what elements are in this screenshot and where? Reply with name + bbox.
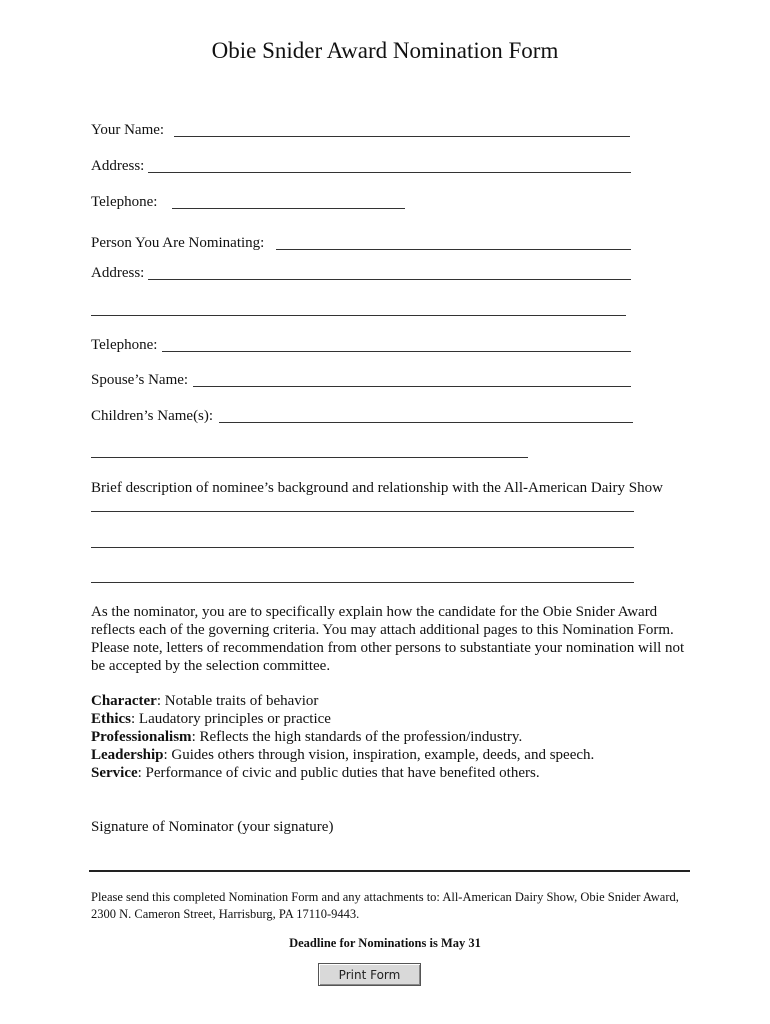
address-label: Address:: [91, 158, 145, 174]
page-title: Obie Snider Award Nomination Form: [211, 38, 559, 63]
description-line-3[interactable]: [91, 582, 634, 583]
children-names-field[interactable]: [219, 422, 633, 423]
spouse-name-field[interactable]: [193, 386, 631, 387]
criteria-desc: : Reflects the high standards of the profession/industry.: [191, 729, 523, 745]
instructions-line: Please note, letters of recommendation from other persons to substantiate your nomination will not: [91, 640, 685, 656]
criteria-desc: : Laudatory principles or practice: [131, 711, 331, 727]
instructions-line: reflects each of the governing criteria. You may attach additional pages to this Nomination Form.: [91, 622, 674, 638]
criteria-item: [91, 746, 701, 764]
signature-rule[interactable]: [89, 870, 690, 872]
address-field[interactable]: [148, 172, 631, 173]
nominee-name-field[interactable]: [276, 249, 631, 250]
criteria-term: Professionalism: [91, 729, 192, 745]
signature-label: Signature of Nominator (your signature): [91, 819, 334, 835]
deadline-notice: Deadline for Nominations is May 31: [289, 936, 481, 950]
nominee-address-field-line2[interactable]: [91, 315, 626, 316]
nominee-address-field[interactable]: [148, 279, 631, 280]
instructions-line: be accepted by the selection committee.: [91, 658, 331, 674]
telephone-label: Telephone:: [91, 194, 158, 210]
children-names-field-line2[interactable]: [91, 457, 528, 458]
mailing-instructions: [91, 889, 701, 923]
children-names-label: Children’s Name(s):: [91, 408, 214, 424]
your-name-field[interactable]: [174, 136, 630, 137]
spouse-name-label: Spouse’s Name:: [91, 372, 189, 388]
mailing-line-2: 2300 N. Cameron Street, Harrisburg, PA 17110-9443.: [91, 907, 360, 921]
nominee-telephone-label: Telephone:: [91, 337, 158, 353]
print-form-button[interactable]: Print Form: [318, 963, 421, 986]
nominee-address-label: Address:: [91, 265, 145, 281]
instructions-paragraph: [91, 603, 701, 675]
instructions-line: As the nominator, you are to specifically explain how the candidate for the Obie Snider Award: [91, 604, 658, 620]
criteria-desc: : Performance of civic and public duties that have benefited others.: [137, 765, 540, 781]
mailing-line-1: Please send this completed Nomination Form and any attachments to: All-American Dairy Show, Obie Snider Award,: [91, 890, 679, 904]
nominee-telephone-field[interactable]: [162, 351, 631, 352]
your-name-label: Your Name:: [91, 122, 165, 138]
criteria-desc: : Notable traits of behavior: [156, 693, 319, 709]
description-line-2[interactable]: [91, 547, 634, 548]
nominee-name-label: Person You Are Nominating:: [91, 235, 265, 251]
criteria-item: [91, 728, 701, 746]
criteria-item: [91, 710, 701, 728]
criteria-term: Character: [91, 693, 157, 709]
criteria-desc: : Guides others through vision, inspiration, example, deeds, and speech.: [163, 747, 595, 763]
description-line-1[interactable]: [91, 511, 634, 512]
criteria-list: [91, 692, 701, 782]
criteria-term: Ethics: [91, 711, 132, 727]
telephone-field[interactable]: [172, 208, 405, 209]
criteria-item: [91, 692, 701, 710]
criteria-term: Service: [91, 765, 138, 781]
brief-description-label: Brief description of nominee’s background and relationship with the All-American Dairy Show: [91, 480, 663, 496]
criteria-term: Leadership: [91, 747, 164, 763]
criteria-item: [91, 764, 701, 782]
